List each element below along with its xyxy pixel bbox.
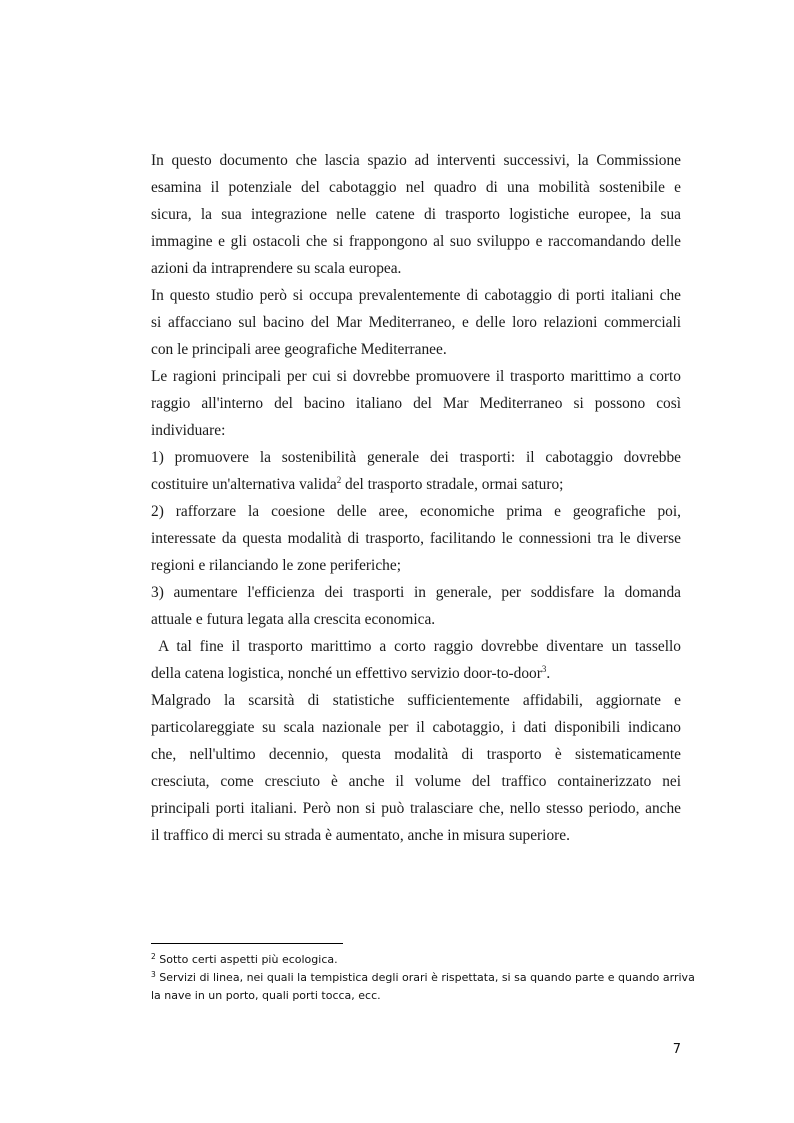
text-span: della catena logistica, nonché un effettivo servizio door-to-door: [151, 665, 542, 682]
text-line: attuale e futura legata alla crescita economica.: [151, 611, 436, 628]
text-line: principali porti italiani. Però non si può tralasciare che, nello stesso periodo, anche: [151, 800, 681, 817]
paragraph-commission: [151, 147, 681, 282]
footnote-3-continued: la nave in un porto, quali porti tocca, ecc.: [151, 989, 381, 1002]
paragraph-statistics: [151, 687, 681, 849]
text-line: azioni da intraprendere su scala europea.: [151, 260, 402, 277]
footnote-text: Sotto certi aspetti più ecologica.: [155, 953, 338, 966]
text-line: si affacciano sul bacino del Mar Mediterraneo, e delle loro relazioni commerciali: [151, 314, 681, 331]
text-line: 3) aumentare l'efficienza dei trasporti in generale, per soddisfare la domanda: [151, 584, 681, 601]
footnote-3: [151, 969, 695, 987]
text-line: 2) rafforzare la coesione delle aree, economiche prima e geografiche poi,: [151, 503, 681, 520]
text-line: A tal fine il trasporto marittimo a corto raggio dovrebbe diventare un tassello: [151, 638, 681, 655]
footnotes: [151, 951, 695, 1005]
text-line: il traffico di merci su strada è aumentato, anche in misura superiore.: [151, 827, 570, 844]
text-line: regioni e rilanciando le zone periferiche;: [151, 557, 401, 574]
paragraph-reasons: [151, 363, 681, 444]
text-line: Malgrado la scarsità di statistiche sufficientemente affidabili, aggiornate e: [151, 692, 681, 709]
paragraph-study-scope: [151, 282, 681, 363]
footnote-2: [151, 951, 691, 969]
text-span: .: [546, 665, 551, 682]
footnote-separator: [151, 943, 343, 944]
text-span: del trasporto stradale, ormai saturo;: [341, 476, 564, 493]
footnote-number: 3: [151, 970, 156, 979]
paragraph-logistics: [151, 633, 681, 687]
body-text: [151, 147, 681, 849]
text-line: [151, 471, 681, 498]
list-item-2: [151, 498, 681, 579]
footnote-ref-3: 3: [541, 664, 547, 674]
text-line: che, nell'ultimo decennio, questa modalità di trasporto è sistematicamente: [151, 746, 681, 763]
text-line: [151, 660, 681, 687]
text-span: costituire un'alternativa valida: [151, 476, 337, 493]
page-number: 7: [672, 1042, 681, 1057]
text-line: individuare:: [151, 422, 226, 439]
text-line: In questo documento che lascia spazio ad interventi successivi, la Commissione: [151, 152, 681, 169]
text-line: interessate da questa modalità di trasporto, facilitando le connessioni tra le diverse: [151, 530, 681, 547]
text-line: immagine e gli ostacoli che si frappongono al suo sviluppo e raccomandando delle: [151, 233, 681, 250]
footnote-number: 2: [151, 952, 156, 961]
text-line: esamina il potenziale del cabotaggio nel quadro di una mobilità sostenibile e: [151, 179, 681, 196]
text-line: 1) promuovere la sostenibilità generale dei trasporti: il cabotaggio dovrebbe: [151, 449, 681, 466]
list-item-3: [151, 579, 681, 633]
text-line: particolareggiate su scala nazionale per il cabotaggio, i dati disponibili indicano: [151, 719, 681, 736]
footnote-ref-2: 2: [336, 475, 342, 485]
text-line: cresciuta, come cresciuto è anche il volume del traffico containerizzato nei: [151, 773, 681, 790]
text-line: Le ragioni principali per cui si dovrebbe promuovere il trasporto marittimo a corto: [151, 368, 681, 385]
text-line: sicura, la sua integrazione nelle catene di trasporto logistiche europee, la sua: [151, 206, 681, 223]
text-line: raggio all'interno del bacino italiano del Mar Mediterraneo si possono così: [151, 395, 681, 412]
text-line: In questo studio però si occupa prevalentemente di cabotaggio di porti italiani che: [151, 287, 681, 304]
list-item-1: [151, 444, 681, 498]
footnote-text: Servizi di linea, nei quali la tempistica degli orari è rispettata, si sa quando parte e quando arriva: [155, 971, 695, 984]
text-line: con le principali aree geografiche Mediterranee.: [151, 341, 447, 358]
